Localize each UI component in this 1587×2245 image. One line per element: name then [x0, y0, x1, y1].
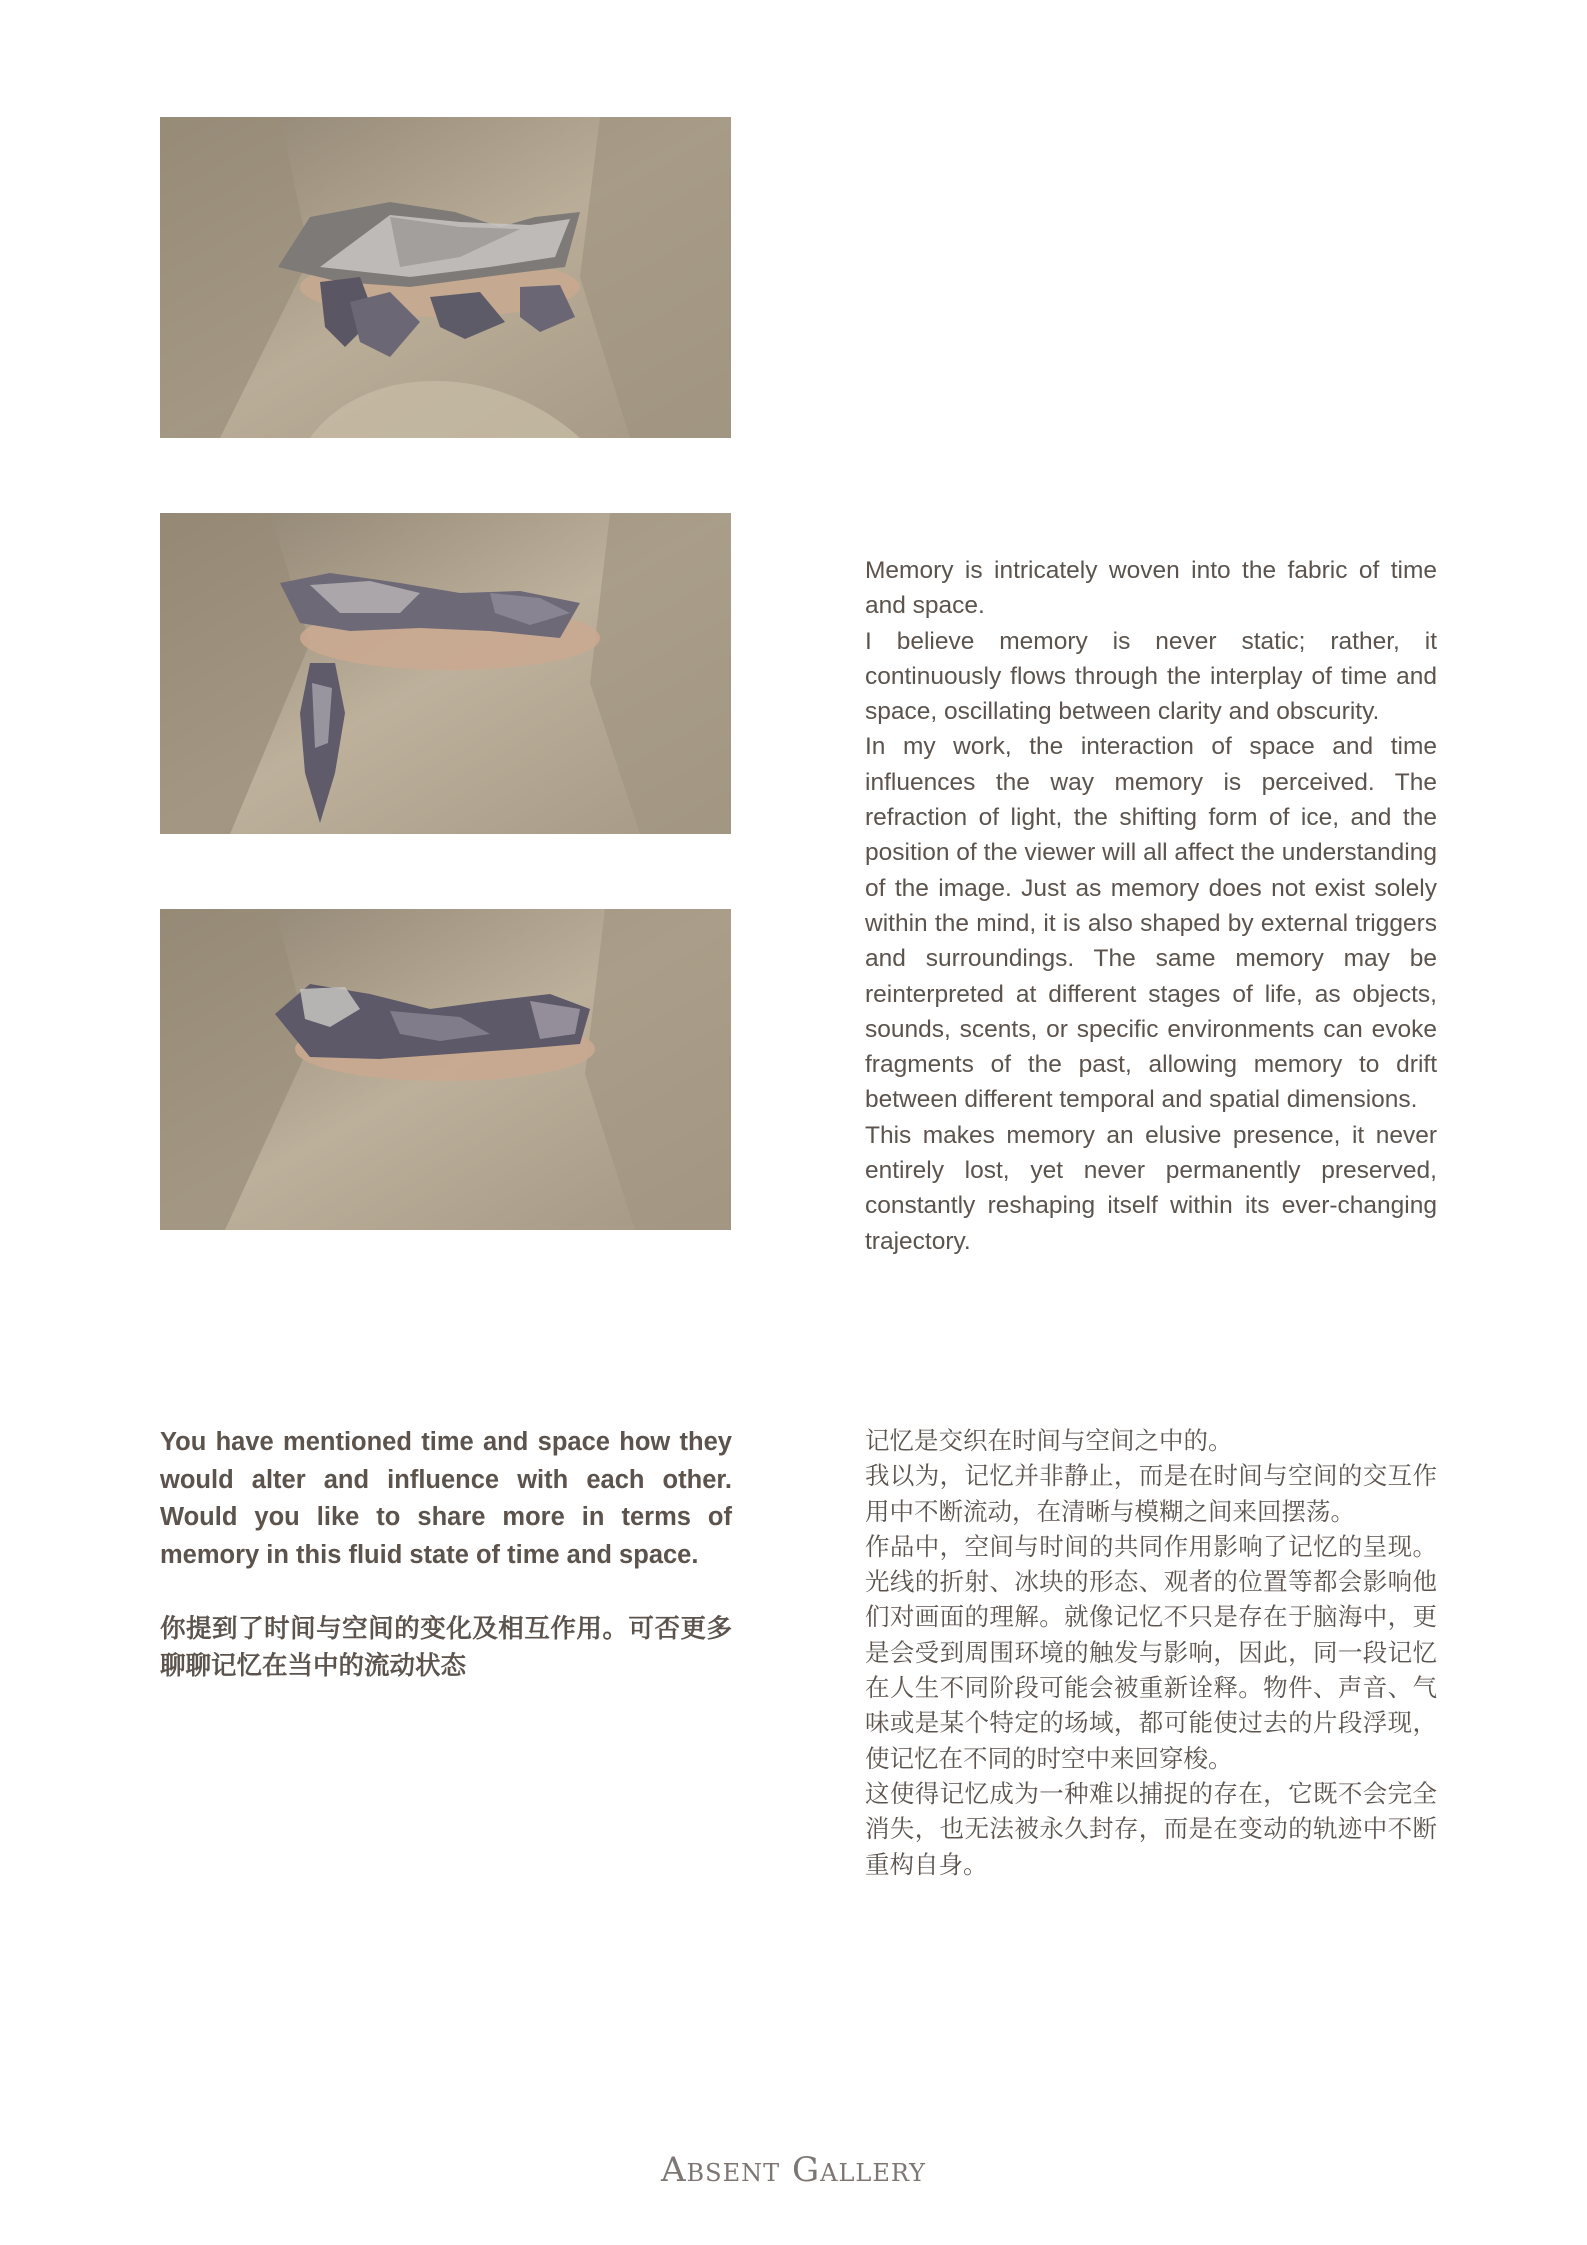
- artwork-photo-3: [160, 909, 731, 1230]
- essay-zh-paragraph: 作品中，空间与时间的共同作用影响了记忆的呈现。光线的折射、冰块的形态、观者的位置等都会影响他们对画面的理解。就像记忆不只是存在于脑海中，更是会受到周围环境的触发与影响，因此，同一段记忆在人生不同阶段可能会被重新诠释。物件、声音、气味或是某个特定的场域，都可能使过去的片段浮现，使记忆在不同的时空中来回穿梭。: [865, 1531, 1437, 1773]
- artwork-photo-2: [160, 513, 731, 834]
- artwork-photo-2-image: [160, 513, 731, 834]
- essay-english: [865, 553, 1437, 1259]
- essay-en-paragraph: I believe memory is never static; rather, it continuously flows through the interplay of time and space, oscillating between clarity and obscurity.: [865, 627, 1437, 726]
- artwork-photo-3-image: [160, 909, 731, 1230]
- essay-zh-paragraph: 记忆是交织在时间与空间之中的。: [865, 1426, 1233, 1455]
- footer-brand: Absent Gallery: [660, 2150, 927, 2190]
- artwork-photo-1-image: [160, 117, 731, 438]
- question-english: You have mentioned time and space how they would alter and influence with each other. Would you like to share more in terms of memory in this fluid state of time and space.: [160, 1428, 732, 1569]
- essay-en-paragraph: In my work, the interaction of space and time influences the way memory is perceived. The refraction of light, the shifting form of ice, and the position of the viewer will all affect the understanding of the image. Just as memory does not exist solely within the mind, it is also shaped by external triggers and surroundings. The same memory may be reinterpreted at different stages of life, as objects, sounds, scents, or specific environments can evoke fragments of the past, allowing memory to drift between different temporal and spatial dimensions.: [865, 733, 1437, 1114]
- question-chinese: 你提到了时间与空间的变化及相互作用。可否更多聊聊记忆在当中的流动状态: [160, 1614, 732, 1681]
- essay-en-paragraph: This makes memory an elusive presence, it never entirely lost, yet never permanently preserved, constantly reshaping itself within its ever-changing trajectory.: [865, 1121, 1437, 1255]
- essay-en-paragraph: Memory is intricately woven into the fabric of time and space.: [865, 557, 1437, 620]
- essay-chinese: [865, 1423, 1437, 1882]
- interview-question: [160, 1424, 732, 1685]
- artwork-photo-1: [160, 117, 731, 438]
- essay-zh-paragraph: 这使得记忆成为一种难以捕捉的存在，它既不会完全消失，也无法被永久封存，而是在变动的轨迹中不断重构自身。: [865, 1778, 1437, 1879]
- essay-zh-paragraph: 我以为，记忆并非静止，而是在时间与空间的交互作用中不断流动，在清晰与模糊之间来回摆荡。: [865, 1461, 1437, 1526]
